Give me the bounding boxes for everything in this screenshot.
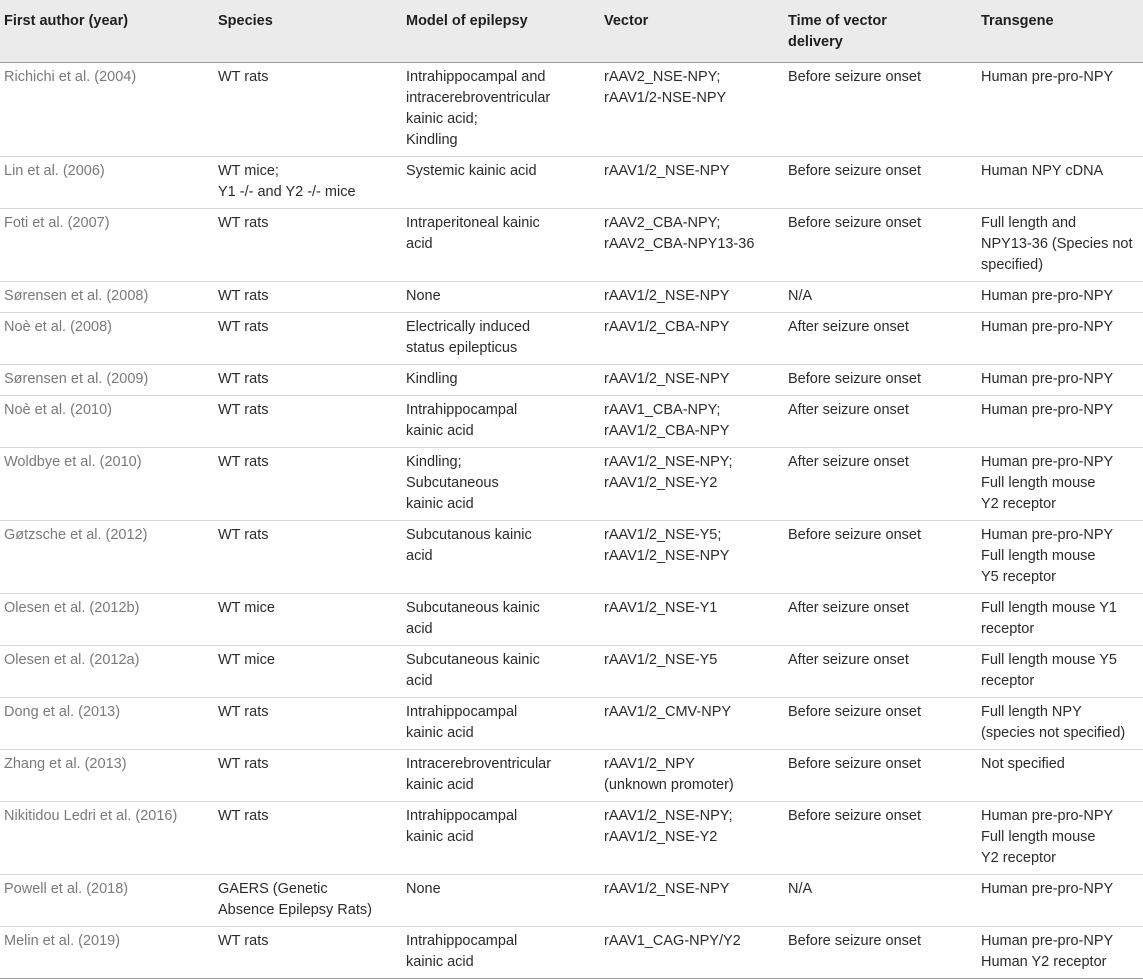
table-row <box>0 875 1143 927</box>
cell-model: Intrahippocampal kainic acid <box>406 698 604 750</box>
header-row <box>0 0 1143 63</box>
cell-model: Electrically induced status epilepticus <box>406 313 604 365</box>
cell-author: Foti et al. (2007) <box>0 209 218 282</box>
cell-transgene: Full length NPY (species not specified) <box>981 698 1143 750</box>
cell-model: Systemic kainic acid <box>406 157 604 209</box>
header-vector: Vector <box>604 0 788 63</box>
cell-transgene: Human pre-pro-NPY <box>981 313 1143 365</box>
cell-species: WT rats <box>218 802 406 875</box>
cell-vector: rAAV1/2_NSE-Y5; rAAV1/2_NSE-NPY <box>604 521 788 594</box>
cell-transgene: Full length mouse Y5 receptor <box>981 646 1143 698</box>
cell-transgene: Human pre-pro-NPY Full length mouse Y5 receptor <box>981 521 1143 594</box>
cell-species: WT rats <box>218 63 406 157</box>
cell-author: Woldbye et al. (2010) <box>0 448 218 521</box>
cell-vector: rAAV1/2_NSE-NPY <box>604 282 788 313</box>
cell-time: Before seizure onset <box>788 365 981 396</box>
cell-species: WT rats <box>218 698 406 750</box>
cell-transgene: Human pre-pro-NPY <box>981 63 1143 157</box>
cell-vector: rAAV1/2_NSE-NPY; rAAV1/2_NSE-Y2 <box>604 802 788 875</box>
cell-species: WT rats <box>218 209 406 282</box>
cell-transgene: Human NPY cDNA <box>981 157 1143 209</box>
cell-author: Melin et al. (2019) <box>0 927 218 979</box>
cell-species: WT rats <box>218 521 406 594</box>
cell-model: Subcutaneous kainic acid <box>406 646 604 698</box>
cell-species: WT rats <box>218 927 406 979</box>
table-row <box>0 448 1143 521</box>
cell-vector: rAAV1/2_NSE-NPY <box>604 365 788 396</box>
table-row <box>0 521 1143 594</box>
cell-transgene: Human pre-pro-NPY Human Y2 receptor <box>981 927 1143 979</box>
cell-species: WT rats <box>218 313 406 365</box>
cell-transgene: Full length mouse Y1 receptor <box>981 594 1143 646</box>
cell-time: Before seizure onset <box>788 927 981 979</box>
header-model-of-epilepsy: Model of epilepsy <box>406 0 604 63</box>
cell-model: Intrahippocampal kainic acid <box>406 802 604 875</box>
cell-transgene: Human pre-pro-NPY <box>981 282 1143 313</box>
table-row <box>0 282 1143 313</box>
table-row <box>0 209 1143 282</box>
cell-author: Zhang et al. (2013) <box>0 750 218 802</box>
cell-species: WT rats <box>218 750 406 802</box>
cell-author: Powell et al. (2018) <box>0 875 218 927</box>
cell-transgene: Human pre-pro-NPY Full length mouse Y2 receptor <box>981 802 1143 875</box>
cell-author: Richichi et al. (2004) <box>0 63 218 157</box>
cell-model: Kindling <box>406 365 604 396</box>
cell-model: Intraperitoneal kainic acid <box>406 209 604 282</box>
cell-author: Lin et al. (2006) <box>0 157 218 209</box>
cell-vector: rAAV1_CAG-NPY/Y2 <box>604 927 788 979</box>
cell-vector: rAAV2_NSE-NPY; rAAV1/2-NSE-NPY <box>604 63 788 157</box>
cell-time: Before seizure onset <box>788 521 981 594</box>
cell-author: Noè et al. (2008) <box>0 313 218 365</box>
table-body <box>0 63 1143 979</box>
table-row <box>0 927 1143 979</box>
cell-species: WT rats <box>218 448 406 521</box>
cell-transgene: Human pre-pro-NPY <box>981 365 1143 396</box>
cell-time: After seizure onset <box>788 646 981 698</box>
cell-model: Subcutaneous kainic acid <box>406 594 604 646</box>
cell-vector: rAAV1/2_NPY (unknown promoter) <box>604 750 788 802</box>
cell-time: Before seizure onset <box>788 157 981 209</box>
cell-model: Intrahippocampal kainic acid <box>406 396 604 448</box>
cell-model: None <box>406 282 604 313</box>
cell-vector: rAAV1/2_NSE-NPY <box>604 157 788 209</box>
cell-author: Olesen et al. (2012a) <box>0 646 218 698</box>
cell-time: After seizure onset <box>788 396 981 448</box>
cell-time: After seizure onset <box>788 594 981 646</box>
cell-transgene: Full length and NPY13-36 (Species not specified) <box>981 209 1143 282</box>
table-row <box>0 157 1143 209</box>
header-species: Species <box>218 0 406 63</box>
table-row <box>0 698 1143 750</box>
cell-time: N/A <box>788 282 981 313</box>
cell-vector: rAAV1/2_CBA-NPY <box>604 313 788 365</box>
cell-author: Nikitidou Ledri et al. (2016) <box>0 802 218 875</box>
cell-model: Kindling; Subcutaneous kainic acid <box>406 448 604 521</box>
cell-species: WT mice; Y1 -/- and Y2 -/- mice <box>218 157 406 209</box>
cell-model: Subcutanous kainic acid <box>406 521 604 594</box>
cell-time: Before seizure onset <box>788 63 981 157</box>
cell-time: N/A <box>788 875 981 927</box>
cell-transgene: Not specified <box>981 750 1143 802</box>
table-row <box>0 365 1143 396</box>
header-time-of-delivery: Time of vector delivery <box>788 0 981 63</box>
cell-time: Before seizure onset <box>788 750 981 802</box>
cell-time: Before seizure onset <box>788 209 981 282</box>
cell-model: Intrahippocampal and intracerebroventricular kainic acid; Kindling <box>406 63 604 157</box>
cell-transgene: Human pre-pro-NPY <box>981 875 1143 927</box>
cell-model: Intrahippocampal kainic acid <box>406 927 604 979</box>
table-row <box>0 396 1143 448</box>
table-row <box>0 594 1143 646</box>
cell-species: WT mice <box>218 594 406 646</box>
cell-vector: rAAV1/2_NSE-Y5 <box>604 646 788 698</box>
cell-vector: rAAV1/2_CMV-NPY <box>604 698 788 750</box>
table-row <box>0 802 1143 875</box>
cell-author: Sørensen et al. (2009) <box>0 365 218 396</box>
cell-model: None <box>406 875 604 927</box>
cell-transgene: Human pre-pro-NPY Full length mouse Y2 receptor <box>981 448 1143 521</box>
table-row <box>0 313 1143 365</box>
cell-time: Before seizure onset <box>788 698 981 750</box>
cell-time: After seizure onset <box>788 313 981 365</box>
cell-species: WT mice <box>218 646 406 698</box>
table-row <box>0 63 1143 157</box>
cell-transgene: Human pre-pro-NPY <box>981 396 1143 448</box>
cell-author: Dong et al. (2013) <box>0 698 218 750</box>
cell-time: Before seizure onset <box>788 802 981 875</box>
cell-author: Olesen et al. (2012b) <box>0 594 218 646</box>
cell-vector: rAAV1/2_NSE-NPY; rAAV1/2_NSE-Y2 <box>604 448 788 521</box>
table-header <box>0 0 1143 63</box>
cell-species: WT rats <box>218 282 406 313</box>
cell-vector: rAAV2_CBA-NPY; rAAV2_CBA-NPY13-36 <box>604 209 788 282</box>
cell-vector: rAAV1/2_NSE-Y1 <box>604 594 788 646</box>
header-transgene: Transgene <box>981 0 1143 63</box>
cell-author: Noè et al. (2010) <box>0 396 218 448</box>
table-row <box>0 750 1143 802</box>
cell-species: WT rats <box>218 396 406 448</box>
cell-model: Intracerebroventricular kainic acid <box>406 750 604 802</box>
cell-vector: rAAV1_CBA-NPY; rAAV1/2_CBA-NPY <box>604 396 788 448</box>
cell-author: Gøtzsche et al. (2012) <box>0 521 218 594</box>
header-first-author: First author (year) <box>0 0 218 63</box>
table-row <box>0 646 1143 698</box>
cell-author: Sørensen et al. (2008) <box>0 282 218 313</box>
cell-time: After seizure onset <box>788 448 981 521</box>
cell-species: WT rats <box>218 365 406 396</box>
cell-vector: rAAV1/2_NSE-NPY <box>604 875 788 927</box>
cell-species: GAERS (Genetic Absence Epilepsy Rats) <box>218 875 406 927</box>
